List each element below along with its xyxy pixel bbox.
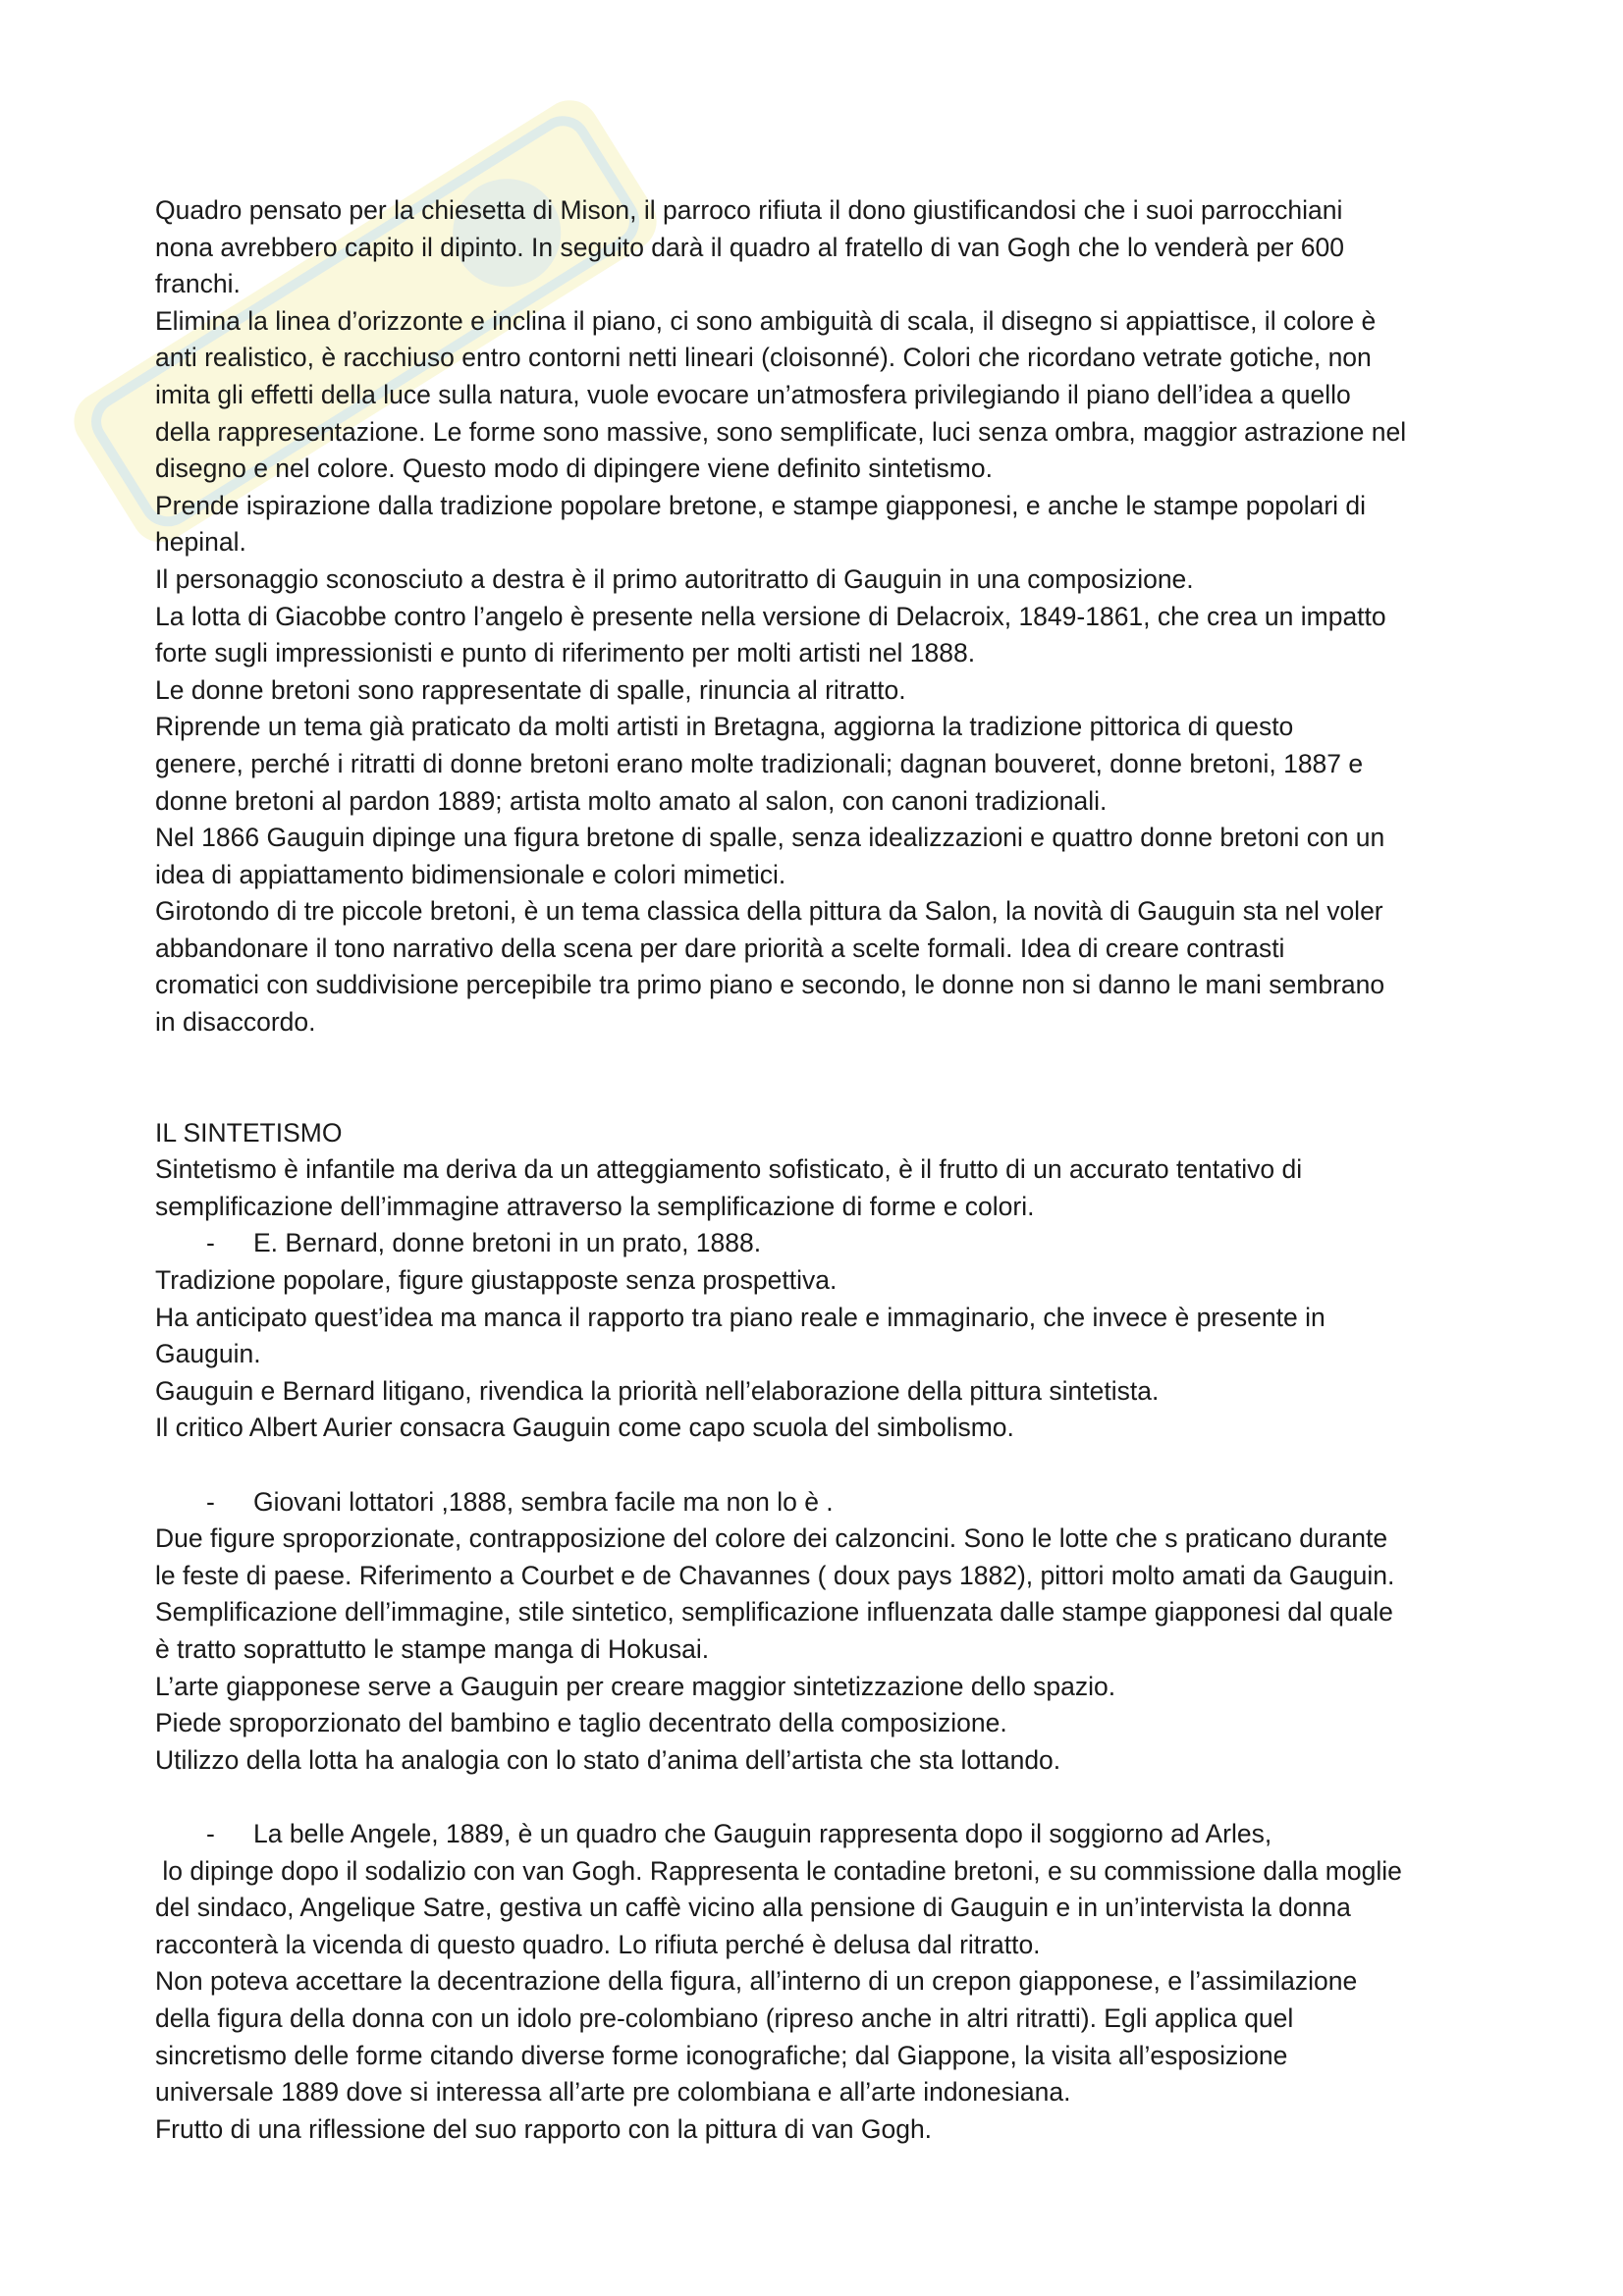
text-line: della figura della donna con un idolo pre-colombiano (ripreso anche in altri ritratti). Egli applica quel [155,2002,1294,2033]
spacer [155,1041,1490,1115]
list-item-title: E. Bernard, donne bretoni in un prato, 1888. [253,1228,762,1258]
text-line: disegno e nel colore. Questo modo di dipingere viene definito sintetismo. [155,454,993,484]
text-line: semplificazione dell’immagine attraverso la semplificazione di forme e colori. [155,1191,1035,1221]
text-line: genere, perché i ritratti di donne bretoni erano molte tradizionali; dagnan bouveret, donne bretoni, 1887 e [155,748,1364,778]
list-dash: - [206,1228,215,1258]
text-line: Tradizione popolare, figure giustapposte senza prospettiva. [155,1265,838,1296]
text-line: franchi. [155,269,241,299]
text-line: Sintetismo è infantile ma deriva da un atteggiamento sofisticato, è il frutto di un accurato tentativo di [155,1154,1303,1185]
text-line: Semplificazione dell’immagine, stile sintetico, semplificazione influenzata dalle stampe giapponesi dal quale [155,1597,1393,1628]
list-item [155,1225,1490,1262]
text-line: le feste di paese. Riferimento a Courbet e de Chavannes ( doux pays 1882), pittori molto amati da Gauguin. [155,1560,1395,1590]
text-line: universale 1889 dove si interessa all’arte pre colombiana e all’arte indonesiana. [155,2077,1071,2108]
text-line: racconterà la vicenda di questo quadro. Lo rifiuta perché è delusa dal ritratto. [155,1929,1041,1959]
list-item [155,1816,1490,1853]
text-line: donne bretoni al pardon 1889; artista molto amato al salon, con canoni tradizionali. [155,785,1108,816]
text-line: sincretismo delle forme citando diverse forme iconografiche; dal Giappone, la visita all’esposizione [155,2040,1288,2070]
text-line: Quadro pensato per la chiesetta di Mison, il parroco rifiuta il dono giustificandosi che i suoi parrocchiani [155,195,1343,225]
list-item [155,1484,1490,1522]
text-line: in disaccordo. [155,1007,316,1038]
spacer [155,1447,1490,1484]
text-line: Due figure sproporzionate, contrapposizione del colore dei calzoncini. Sono le lotte che s praticano durante [155,1523,1388,1554]
text-line: forte sugli impressionisti e punto di riferimento per molti artisti nel 1888. [155,638,976,668]
text-line: del sindaco, Angelique Satre, gestiva un caffè vicino alla pensione di Gauguin e in un’intervista la donna [155,1893,1351,1923]
list-dash: - [206,1486,215,1517]
text-line: imita gli effetti della luce sulla natura, vuole evocare un’atmosfera privilegiando il piano dell’idea a quello [155,379,1351,409]
text-line: L’arte giapponese serve a Gauguin per creare maggior sintetizzazione dello spazio. [155,1671,1116,1701]
text-line: lo dipinge dopo il sodalizio con van Gogh. Rappresenta le contadine bretoni, e su commissione dalla moglie [155,1855,1402,1886]
text-line: abbandonare il tono narrativo della scena per dare priorità a scelte formali. Idea di creare contrasti [155,933,1285,963]
text-line: Prende ispirazione dalla tradizione popolare bretone, e stampe giapponesi, e anche le stampe popolari di [155,490,1367,520]
text-line: Elimina la linea d’orizzonte e inclina il piano, ci sono ambiguità di scala, il disegno si appiattisce, il colore è [155,305,1377,336]
text-line: cromatici con suddivisione percepibile tra primo piano e secondo, le donne non si danno le mani sembrano [155,970,1385,1000]
text-line: Ha anticipato quest’idea ma manca il rapporto tra piano reale e immaginario, che invece è presente in [155,1302,1325,1332]
text-line: hepinal. [155,527,246,558]
text-line: della rappresentazione. Le forme sono massive, sono semplificate, luci senza ombra, maggior astrazione nel [155,416,1407,447]
spacer [155,1779,1490,1816]
list-dash: - [206,1818,215,1848]
text-line: nona avrebbero capito il dipinto. In seguito darà il quadro al fratello di van Gogh che lo venderà per 600 [155,232,1344,262]
text-line: anti realistico, è racchiuso entro contorni netti lineari (cloisonné). Colori che ricordano vetrate gotiche, non [155,343,1372,373]
document-body [155,192,1490,2148]
text-line: Non poteva accettare la decentrazione della figura, all’interno di un crepon giapponese, e l’assimilazione [155,1966,1358,1997]
text-line: Il personaggio sconosciuto a destra è il primo autoritratto di Gauguin in una composizione. [155,563,1194,594]
text-line: Riprende un tema già praticato da molti artisti in Bretagna, aggiorna la tradizione pittorica di questo [155,712,1294,742]
text-line: è tratto soprattutto le stampe manga di Hokusai. [155,1633,710,1664]
text-line: Piede sproporzionato del bambino e taglio decentrato della composizione. [155,1708,1007,1738]
text-line: Girotondo di tre piccole bretoni, è un tema classica della pittura da Salon, la novità di Gauguin sta nel voler [155,896,1383,927]
text-line: Gauguin e Bernard litigano, rivendica la priorità nell’elaborazione della pittura sintetista. [155,1375,1160,1406]
text-line: Gauguin. [155,1339,261,1369]
list-item-title: La belle Angele, 1889, è un quadro che Gauguin rappresenta dopo il soggiorno ad Arles, [253,1818,1272,1848]
text-line: Le donne bretoni sono rappresentate di spalle, rinuncia al ritratto. [155,674,906,705]
text-line: Utilizzo della lotta ha analogia con lo stato d’anima dell’artista che sta lottando. [155,1744,1061,1775]
list-item-title: Giovani lottatori ,1888, sembra facile ma non lo è . [253,1486,834,1517]
text-line: Frutto di una riflessione del suo rapporto con la pittura di van Gogh. [155,2113,933,2144]
text-line: idea di appiattamento bidimensionale e colori mimetici. [155,859,786,889]
text-line: Nel 1866 Gauguin dipinge una figura bretone di spalle, senza idealizzazioni e quattro donne bretoni con un [155,823,1385,853]
text-line: Il critico Albert Aurier consacra Gauguin come capo scuola del simbolismo. [155,1413,1014,1443]
section-heading: IL SINTETISMO [155,1117,343,1148]
text-line: La lotta di Giacobbe contro l’angelo è presente nella versione di Delacroix, 1849-1861, che crea un impatto [155,601,1386,631]
